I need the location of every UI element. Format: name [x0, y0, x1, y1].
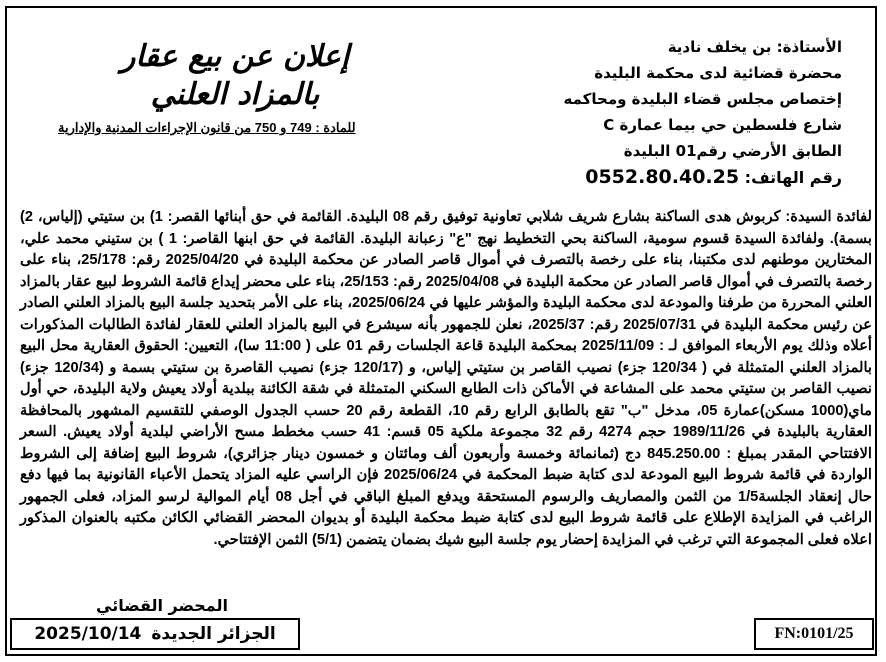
- bailiff-jurisdiction: إختصاص مجلس قضاء البليدة ومحاكمه: [563, 90, 842, 108]
- notice-body: [20, 207, 872, 551]
- publication-date: 2025/10/14: [34, 624, 142, 644]
- phone-label: رقم الهاتف:: [744, 168, 842, 187]
- notice-title-line2: بالمزاد العلني: [150, 77, 320, 112]
- signature-label: المحضر القضائي: [96, 596, 229, 615]
- bailiff-role: محضرة قضائية لدى محكمة البليدة: [594, 64, 842, 82]
- newspaper-footer: [10, 618, 300, 650]
- bailiff-header: [482, 34, 842, 191]
- bailiff-floor: الطابق الأرضي رقم01 البليدة: [623, 142, 842, 160]
- bailiff-street: شارع فلسطين حي بيما عمارة C: [603, 116, 842, 134]
- notice-body-text: لفائدة السيدة: كربوش هدى الساكنة بشارع شريف شلابي تعاونية توفيق رقم 08 البليدة. القائمة في حق أبنائها القصر: 1) بن ستيتي (إلياس، 2) بسمة). ولفائدة السيدة قسوم سومية، الساكنة بحي التخطيط نهج "ع" زعبانة البليدة. القائمة في حق ابنها القاصر: 1 ) بن ستيني محمد علي، المختارين موطنهم لدى مكتبنا، بناء على رخصة بالتصرف في أموال قاصر الصادر عن محكمة البليدة في 2025/04/20 رقم: 25/178، بناء على رخصة بالتصرف في أموال قاصر الصادر عن محكمة البليدة في 2025/04/08 رقم: 25/153، بناء على محضر إيداع قائمة الشروط لبيع عقار بالمزاد العلني المحررة من طرفنا والمودعة لدى محكمة البليدة والمؤشر عليها في 2025/06/24، بناء على الأمر بتحديد جلسة البيع بالمزاد العلني الصادر عن رئيس محكمة البليدة في 2025/07/31 رقم: 2025/37، نعلن للجمهور بأنه سيشرع في البيع بالمزاد العلني للعقار لفائدة الطالبات المذكورات أعلاه وذلك يوم الأربعاء الموافق لـ : 2025/11/09 بمحكمة البليدة قاعة الجلسات رقم 01 على ( 11:00 سا)، التعيين: الحقوق العقارية محل البيع بالمزاد العلني المتمثلة في ( 120/34 جزء) نصيب القاصر بن ستيتي إلياس، و (120/17 جزء) نصيب القاصرة بن ستيتي بسمة و (120/34 جزء) نصيب القاصر بن ستيتي محمد على المشاعة في الأماكن ذات الطابع السكني المتمثلة في شقة الكائنة ببلدية أولاد يعيش ولاية البليدة، حي أول ماي(1000 مسكن)عمارة 05، مدخل "ب" تقع بالطابق الرابع رقم 10، القطعة رقم 20 حسب الجدول الوصفي للتقسيم المشهور بالمحافظة العقارية بالبليدة في 1989/11/26 حجم 4274 رقم 32 مجموعة ملكية 05 قسم: 41 حسب مخطط مسح الأراضي لبلدية أولاد يعيش. السعر الافتتاحي المقدر بمبلغ : 845.250.00 دج (ثمانمائة وخمسة وأربعون ألف ومائتان و خمسون دينار جزائري)، شروط البيع إضافة إلى الشروط الواردة في قائمة شروط البيع المودعة لدى كتابة ضبط المحكمة في 2025/06/24 فإن الراسي عليه المزاد يتحمل الأعباء القانونية بما فيها دفع حال إنعقاد الجلسة1/5 من الثمن والمصاريف والرسوم المستحقة ويدفع المبلغ الباقي في أجل 08 أيام الموالية لرسو المزاد، فعلى الجمهور الراغب في المزايدة الإطلاع على قائمة شروط البيع لدى كتابة ضبط محكمة البليدة أو بديوان المحضر القضائي الكائن مكتبه بالعنوان المذكور اعلاه فعلى المجموعة التي ترغب في المزايدة إحضار يوم جلسة البيع شيك بضمان يتضمن (5/1) الثمن الإفتتاحي.: [20, 209, 873, 548]
- notice-title-line1: إعلان عن بيع عقار: [120, 39, 350, 74]
- newspaper-name: الجزائر الجديدة: [151, 624, 276, 644]
- bailiff-name: الأستاذة: بن يخلف نادية: [667, 38, 842, 56]
- notice-title-block: [30, 38, 440, 136]
- phone-number: 0552.80.40.25: [585, 166, 740, 188]
- law-reference: للمادة : 749 و 750 من قانون الإجراءات المدنية والإدارية: [58, 120, 356, 135]
- file-number: FN:0101/25: [754, 618, 874, 650]
- bailiff-phone-line: [482, 164, 842, 191]
